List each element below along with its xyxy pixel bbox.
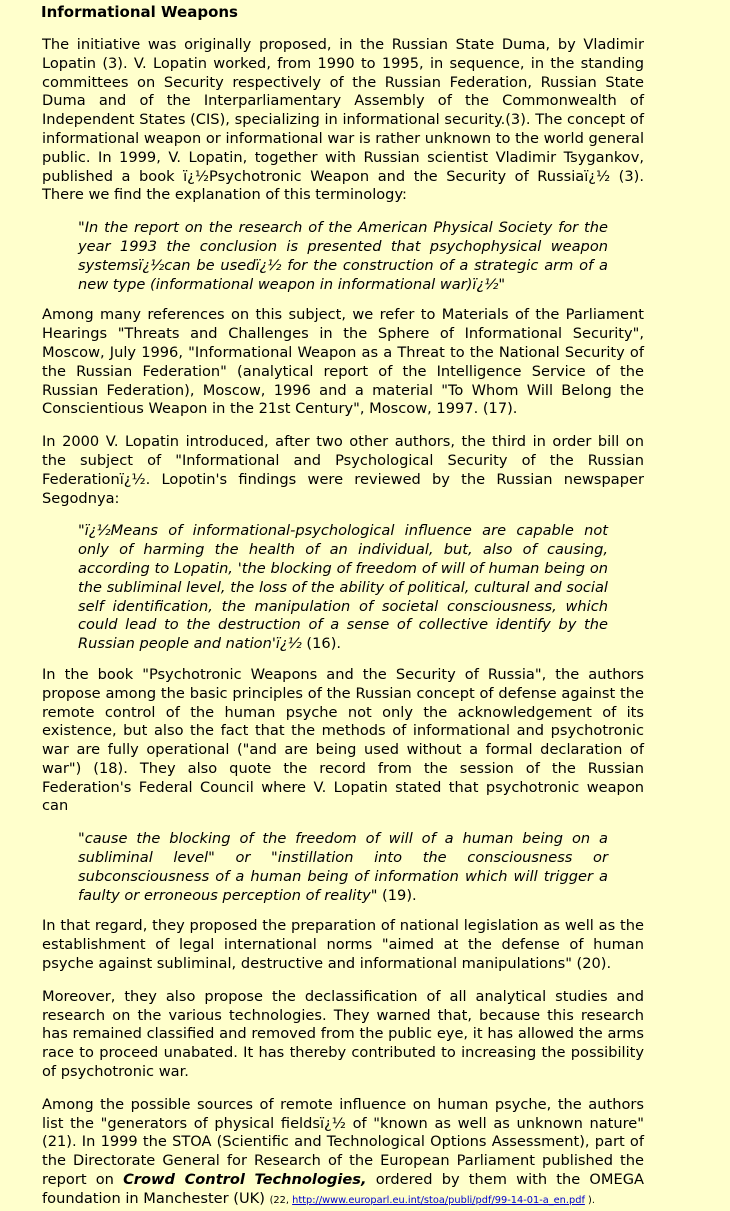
paragraph-lopatin-bill: In 2000 V. Lopatin introduced, after two other authors, the third in order bill on the subject of "Informational and Psychological Security of the Russian Federationï¿½. Lopotin's findings were reviewed by the Russian newspaper Segodnya: [42,433,644,507]
footnote-reference [270,1195,595,1206]
paragraph-legislation: In that regard, they proposed the preparation of national legislation as well as the establishment of legal international norms "aimed at the defense of human psyche against subliminal, destructive and informational manipulations" (20). [42,917,644,973]
paragraph-text: ordered by them with the OMEGA foundation in Manchester (UK) [42,1171,644,1207]
report-title: Crowd Control Technologies, [123,1171,367,1189]
paragraph-references: Among many references on this subject, we refer to Materials of the Parliament Hearings "Threats and Challenges in the Sphere of Informational Security", Moscow, July 1996, "Informational Weapon as a Threat to the National Security of the Russian Federation" (analytical report of the Intelligence Service of the Russian Federation), Moscow, 1996 and a material "To Whom Will Belong the Conscientious Weapon in the 21st Century", Moscow, 1997. (17). [42,306,644,418]
section-title: Informational Weapons [41,3,238,21]
paragraph-text: Among the possible sources of remote influence on human psyche, the authors list the "generators of physical fieldsï¿½ of "known as well as unknown nature" (21). In 1999 the STOA (Scientific and Technological Options Assessment), part of the Directorate General for Research of the European Parliament published the report on [42,1095,644,1189]
europarl-pdf-link[interactable]: http://www.europarl.eu.int/stoa/publi/pdf/99-14-01-a_en.pdf [292,1194,585,1206]
quote-reference: (19). [377,886,417,904]
blockquote-segodnya [78,522,608,654]
quote-text: "ï¿½Means of informational-psychological influence are capable not only of harming the health of an individual, but, also of causing, according to Lopatin, 'the blocking of freedom of will of human being on the subliminal level, the loss of the ability of political, cultural and social self identification, the manipulation of societal consciousness, which could lead to the destruction of a sense of collective identify by the Russian people and nation'ï¿½ [78,522,608,653]
quote-reference: (16). [301,635,342,653]
blockquote-federal-council [78,830,608,905]
paragraph-book-principles: In the book "Psychotronic Weapons and the Security of Russia", the authors propose among the basic principles of the Russian concept of defense against the remote control of the human psyche not only the acknowledgement of its existence, but also the fact that the methods of informational and psychotronic war are fully operational ("and are being used without a formal declaration of war") (18). They also quote the record from the session of the Russian Federation's Federal Council where V. Lopatin stated that psychotronic weapon can [42,665,644,815]
quote-text: "In the report on the research of the American Physical Society for the year 1993 the conclusion is presented that psychophysical weapon systemsï¿½can be usedï¿½ for the construction of a strategic arm of a new type (informational weapon in informational war)ï¿½" [78,219,608,293]
footnote-close: ). [584,1194,595,1206]
blockquote-aps-report [78,219,608,294]
footnote-open: (22, [269,1194,293,1206]
paragraph-intro: The initiative was originally proposed, in the Russian State Duma, by Vladimir Lopatin (3). V. Lopatin worked, from 1990 to 1995, in sequence, in the standing committees on Security respectively of the Russian Federation, Russian State Duma and of the Interparliamentary Assembly of the Commonwealth of Independent States (CIS), specializing in informational security.(3). The concept of informational weapon or informational war is rather unknown to the world general public. In 1999, V. Lopatin, together with Russian scientist Vladimir Tsygankov, published a book ï¿½Psychotronic Weapon and the Security of Russiaï¿½ (3). There we find the explanation of this terminology: [42,36,644,204]
quote-text: "cause the blocking of the freedom of will of a human being on a subliminal level" or "instillation into the consciousness or subconsciousness of a human being of information which will trigger a faulty or erroneous perception of reality" [78,830,608,904]
paragraph-stoa-report [42,1096,644,1211]
paragraph-declassification: Moreover, they also propose the declassification of all analytical studies and research on the various technologies. They warned that, because this research has remained classified and removed from the public eye, it has allowed the arms race to proceed unabated. It has thereby contributed to increasing the possibility of psychotronic war. [42,987,644,1081]
